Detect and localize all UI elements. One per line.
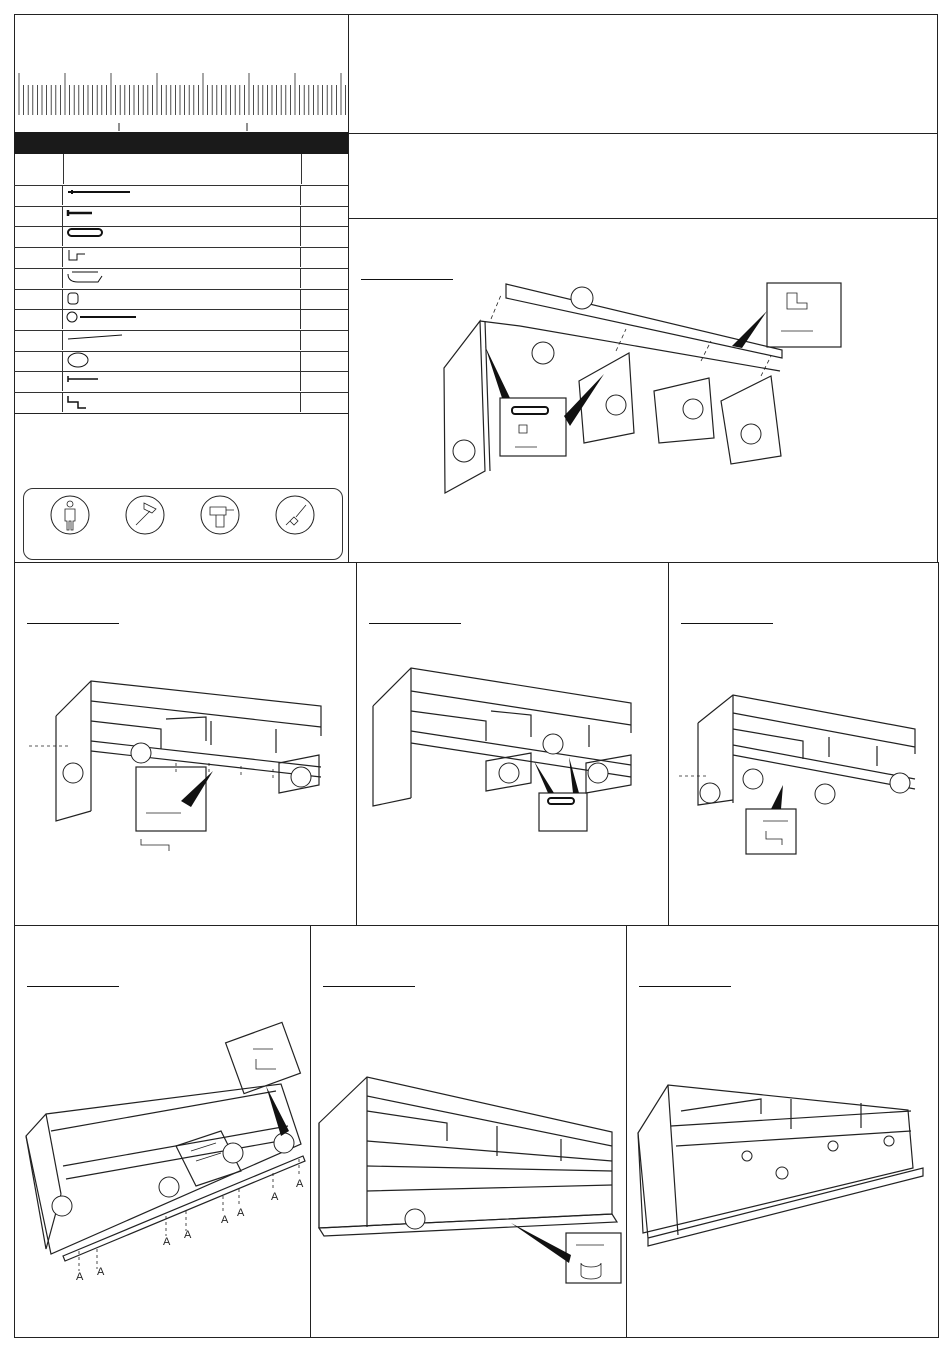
part-a-label: A [163, 1236, 171, 1248]
drill-icon [201, 496, 239, 534]
part-a-label: A [184, 1229, 192, 1241]
step-6-panel [310, 925, 627, 1338]
step-7-title-underline [639, 986, 731, 987]
part-a-label: A [97, 1266, 105, 1278]
screwdriver-icon [276, 496, 314, 534]
part-a-label: A [271, 1191, 279, 1203]
hammer-icon [126, 496, 164, 534]
part-a-label: A [296, 1178, 304, 1190]
step-4-title-underline [681, 623, 773, 624]
step-3-panel [356, 562, 669, 926]
step-2-title-underline [27, 623, 119, 624]
step-4-panel [668, 562, 939, 926]
person-icon [51, 496, 89, 534]
step-3-title-underline [369, 623, 461, 624]
step-5-title-underline [27, 986, 119, 987]
step-2-panel [14, 562, 357, 926]
step-6-title-underline [323, 986, 415, 987]
part-a-label: A [237, 1207, 245, 1219]
tools-frame [23, 488, 343, 560]
step-1-panel [348, 218, 938, 563]
step-5-panel [14, 925, 311, 1338]
part-a-label: A [221, 1214, 229, 1226]
tools-panel [14, 413, 349, 563]
step-7-panel [626, 925, 939, 1338]
step-7-illustration [1, 1, 314, 414]
part-a-label: A [76, 1271, 84, 1283]
